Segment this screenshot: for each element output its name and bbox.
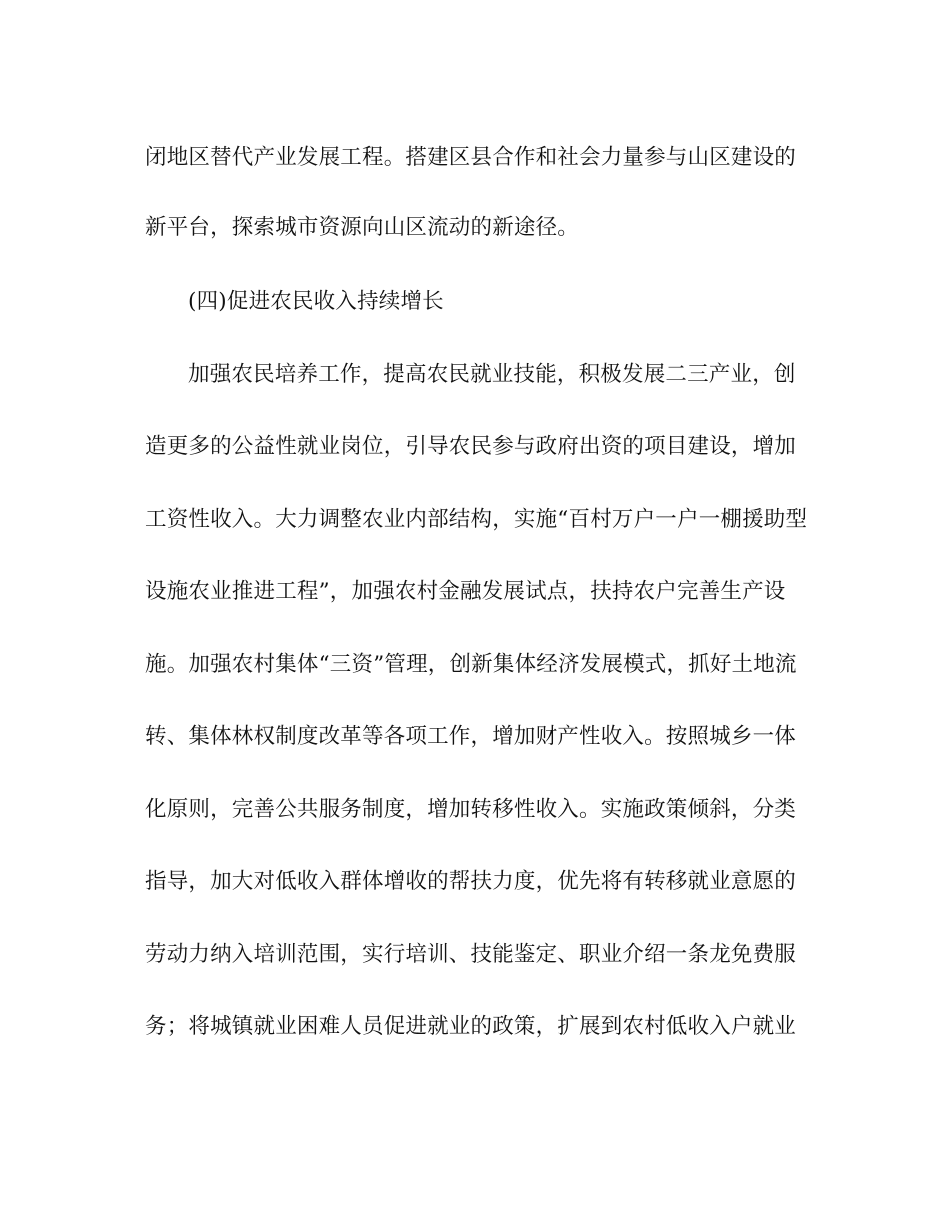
paragraph-line: 加强农民培养工作，提高农民就业技能，积极发展二三产业，创	[188, 362, 796, 387]
paragraph-line: 转、集体林权制度改革等各项工作，增加财产性收入。按照城乡一体	[145, 724, 797, 749]
paragraph-line: 务；将城镇就业困难人员促进就业的政策，扩展到农村低收入户就业	[145, 1014, 797, 1039]
paragraph-line: 设施农业推进工程”，加强农村金融发展试点，扶持农户完善生产设	[145, 579, 786, 604]
paragraph-line: 指导，加大对低收入群体增收的帮扶力度，优先将有转移就业意愿的	[145, 869, 797, 894]
section-heading: (四)促进农民收入持续增长	[188, 289, 444, 314]
paragraph-line: 施。加强农村集体“三资”管理，创新集体经济发展模式，抓好土地流	[145, 652, 797, 677]
paragraph-line: 造更多的公益性就业岗位，引导农民参与政府出资的项目建设，增加	[145, 434, 797, 459]
paragraph-line: 化原则，完善公共服务制度，增加转移性收入。实施政策倾斜，分类	[145, 797, 797, 822]
paragraph-line: 新平台，探索城市资源向山区流动的新途径。	[145, 215, 580, 240]
paragraph-line: 工资性收入。大力调整农业内部结构，实施“百村万户一户一棚援助型	[145, 507, 808, 532]
paragraph-line: 劳动力纳入培训范围，实行培训、技能鉴定、职业介绍一条龙免费服	[145, 942, 797, 967]
paragraph-line: 闭地区替代产业发展工程。搭建区县合作和社会力量参与山区建设的	[145, 145, 797, 170]
